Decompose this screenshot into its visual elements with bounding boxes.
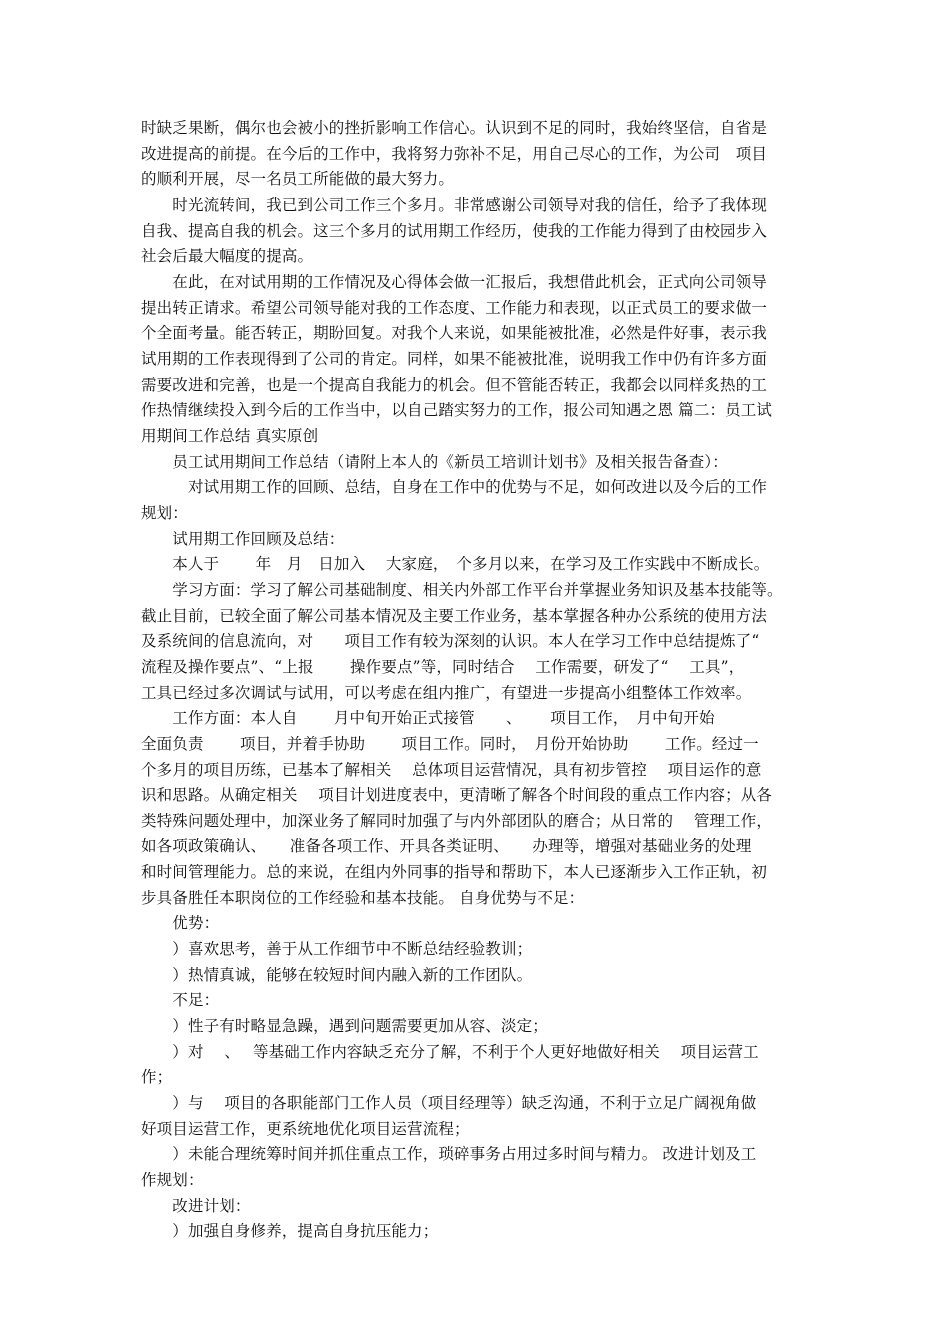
text-line: 作规划： bbox=[141, 1171, 204, 1190]
text-line: 全面负责 项目，并着手协助 项目工作。同时， 月份开始协助 工作。经过一 bbox=[141, 734, 759, 753]
text-line: 识和思路。从确定相关 项目计划进度表中，更清晰了解各个时间段的重点工作内容；从各 bbox=[141, 786, 773, 805]
text-line: 改进计划： bbox=[141, 1196, 251, 1215]
text-line: ）热情真诚，能够在较短时间内融入新的工作团队。 bbox=[141, 965, 533, 984]
text-line: 和时间管理能力。总的来说，在组内外同事的指导和帮助下，本人已逐渐步入工作正轨，初 bbox=[141, 863, 768, 882]
text-line: 试用期的工作表现得到了公司的肯定。同样，如果不能被批准，说明我工作中仍有许多方面 bbox=[141, 349, 768, 368]
text-line: 对试用期工作的回顾、总结，自身在工作中的优势与不足，如何改进以及今后的工作 bbox=[141, 478, 768, 497]
text-line: 时光流转间，我已到公司工作三个多月。非常感谢公司领导对我的信任，给予了我体现 bbox=[141, 195, 768, 214]
text-line: 及系统间的信息流向，对 项目工作有较为深刻的认识。本人在学习工作中总结提炼了“ bbox=[141, 632, 760, 651]
text-line: 用期间工作总结 真实原创 bbox=[141, 426, 319, 445]
text-line: 自我、提高自我的机会。这三个多月的试用期工作经历，使我的工作能力得到了由校园步入 bbox=[141, 221, 768, 240]
text-line: ）对 、 等基础工作内容缺乏充分了解，不利于个人更好地做好相关 项目运营工 bbox=[141, 1042, 759, 1061]
text-line: 如各项政策确认、 准备各项工作、开具各类证明、 办理等，增强对基础业务的处理 bbox=[141, 837, 752, 856]
text-line: 截止目前，已较全面了解公司基本情况及主要工作业务，基本掌握各种办公系统的使用方法 bbox=[141, 606, 768, 625]
text-line: 工具已经过多次调试与试用，可以考虑在组内推广，有望进一步提高小组整体工作效率。 bbox=[141, 683, 752, 702]
text-line: 个多月的项目历练，已基本了解相关 总体项目运营情况，具有初步管控 项目运作的意 bbox=[141, 760, 762, 779]
text-line: 流程及操作要点”、“上报 操作要点”等，同时结合 工作需要，研发了“ 工具”， bbox=[141, 657, 745, 676]
text-line: 工作方面：本人自 月中旬开始正式接管 、 项目工作， 月中旬开始 bbox=[141, 709, 715, 728]
text-line: ）与 项目的各职能部门工作人员（项目经理等）缺乏沟通，不利于立足广阔视角做 bbox=[141, 1094, 757, 1113]
text-line: 时缺乏果断，偶尔也会被小的挫折影响工作信心。认识到不足的同时，我始终坚信，自省是 bbox=[141, 119, 768, 137]
text-line: ）未能合理统筹时间并抓住重点工作，琐碎事务占用过多时间与精力。 改进计划及工 bbox=[141, 1145, 757, 1164]
text-line: 改进提高的前提。在今后的工作中，我将努力弥补不足，用自己尽心的工作，为公司 项目 bbox=[141, 144, 768, 163]
text-line: 在此，在对试用期的工作情况及心得体会做一汇报后，我想借此机会，正式向公司领导 bbox=[141, 272, 768, 291]
text-line: 个全面考量。能否转正，期盼回复。对我个人来说，如果能被批准，必然是件好事，表示我 bbox=[141, 324, 768, 343]
text-line: 需要改进和完善，也是一个提高自我能力的机会。但不管能否转正，我都会以同样炙热的工 bbox=[141, 375, 768, 394]
text-line: 提出转正请求。希望公司领导能对我的工作态度、工作能力和表现，以正式员工的要求做一 bbox=[141, 298, 768, 317]
text-line: ）加强自身修养，提高自身抗压能力； bbox=[141, 1222, 439, 1241]
text-line: 本人于 年 月 日加入 大家庭， 个多月以来，在学习及工作实践中不断成长。 bbox=[141, 555, 770, 574]
text-line: 试用期工作回顾及总结： bbox=[141, 529, 345, 548]
text-line: 作热情继续投入到今后的工作当中，以自己踏实努力的工作，报公司知遇之恩 篇二：员工试 bbox=[141, 401, 773, 420]
text-line: 员工试用期间工作总结（请附上本人的《新员工培训计划书》及相关报告备查）： bbox=[141, 452, 728, 471]
text-line: 不足： bbox=[141, 991, 220, 1010]
text-line: ）性子有时略显急躁，遇到问题需要更加从容、淡定； bbox=[141, 1017, 548, 1036]
text-line: 类特殊问题处理中，加深业务了解同时加强了与内外部团队的磨合；从日常的 管理工作， bbox=[141, 811, 773, 830]
text-line: 优势： bbox=[141, 914, 220, 933]
text-line: 作； bbox=[141, 1068, 173, 1087]
text-line: 学习方面：学习了解公司基础制度、相关内外部工作平台并掌握业务知识及基本技能等。 bbox=[141, 580, 783, 599]
text-line: 社会后最大幅度的提高。 bbox=[141, 247, 314, 266]
text-line: 好项目运营工作，更系统地优化项目运营流程； bbox=[141, 1119, 470, 1138]
text-line: ）喜欢思考，善于从工作细节中不断总结经验教训； bbox=[141, 940, 533, 959]
text-line: 步具备胜任本职岗位的工作经验和基本技能。 自身优势与不足： bbox=[141, 888, 585, 907]
text-line: 规划： bbox=[141, 503, 188, 522]
text-line: 的顺利开展，尽一名员工所能做的最大努力。 bbox=[141, 170, 455, 189]
